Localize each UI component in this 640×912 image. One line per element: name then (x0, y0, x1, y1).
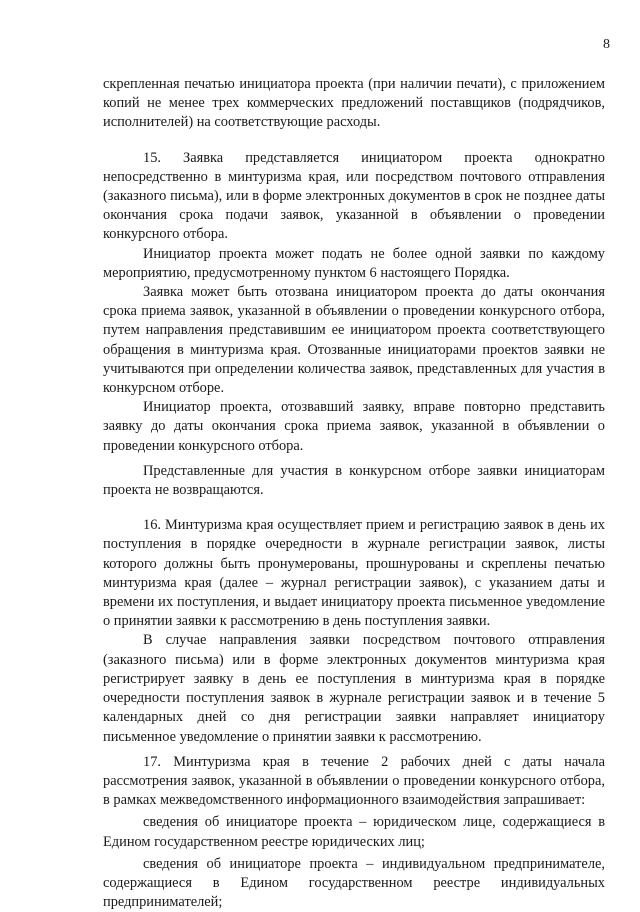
paragraph: Заявка может быть отозвана инициатором проекта до даты окончания срока приема заявок, указанной в объявлении о проведении конкурсного отбора, путем направления представившим ее инициатором проекта соответствующего обращения в минтуризма края. Отозванные инициаторами проектов заявки не учитываются при определении количества заявок, представленных для участия в конкурсном отборе. (103, 284, 605, 397)
paragraph: Представленные для участия в конкурсном отборе заявки инициаторам проекта не возвращаются. (103, 462, 605, 499)
paragraph: сведения об инициаторе проекта – индивидуальном предпринимателе, содержащиеся в Едином государственном реестре индивидуальных предпринимателей; (103, 855, 605, 911)
paragraph: сведения об инициаторе проекта – юридическом лице, содержащиеся в Едином государственном реестре юридических лиц; (103, 814, 605, 850)
paragraph: В случае направления заявки посредством почтового отправления (заказного письма) или в форме электронных документов минтуризма края регистрирует заявку в день ее поступления в минтуризма края в порядке очередности поступления заявок в журнале регистрации заявок и в течение 5 календарных дней со дня регистрации заявки направляет инициатору письменное уведомление о принятии заявки к рассмотрению. (103, 632, 605, 745)
paragraph: Инициатор проекта, отозвавший заявку, вправе повторно представить заявку до даты окончания срока приема заявок, указанной в объявлении о проведении конкурсного отбора. (103, 399, 605, 454)
paragraph: Инициатор проекта может подать не более одной заявки по каждому мероприятию, предусмотренному пунктом 6 настоящего Порядка. (103, 245, 605, 281)
page-number: 8 (603, 37, 610, 52)
paragraph-item-16: 16. Минтуризма края осуществляет прием и регистрацию заявок в день их поступления в порядке очередности в журнале регистрации заявок, листы которого должны быть пронумерованы, прошнурованы и скреплены печатью минтуризма края (далее – журнал регистрации заявок), с указанием даты и времени их поступления, и выдает инициатору проекта письменное уведомление о принятии заявки к рассмотрению в день поступления заявки. (103, 517, 605, 630)
paragraph-continuation: скрепленная печатью инициатора проекта (при наличии печати), с приложением копий не менее трех коммерческих предложений поставщиков (подрядчиков, исполнителей) на соответствующие расходы. (103, 76, 605, 131)
page-content (103, 75, 605, 912)
paragraph-item-15: 15. Заявка представляется инициатором проекта однократно непосредственно в минтуризма края, или посредством почтового отправления (заказного письма), или в форме электронных документов в срок не позднее даты окончания срока подачи заявок, указанной в объявлении о проведении конкурсного отбора. (103, 149, 605, 243)
paragraph-item-17: 17. Минтуризма края в течение 2 рабочих дней с даты начала рассмотрения заявок, указанной в объявлении о проведении конкурсного отбора, в рамках межведомственного информационного взаимодействия запрашивает: (103, 753, 605, 809)
